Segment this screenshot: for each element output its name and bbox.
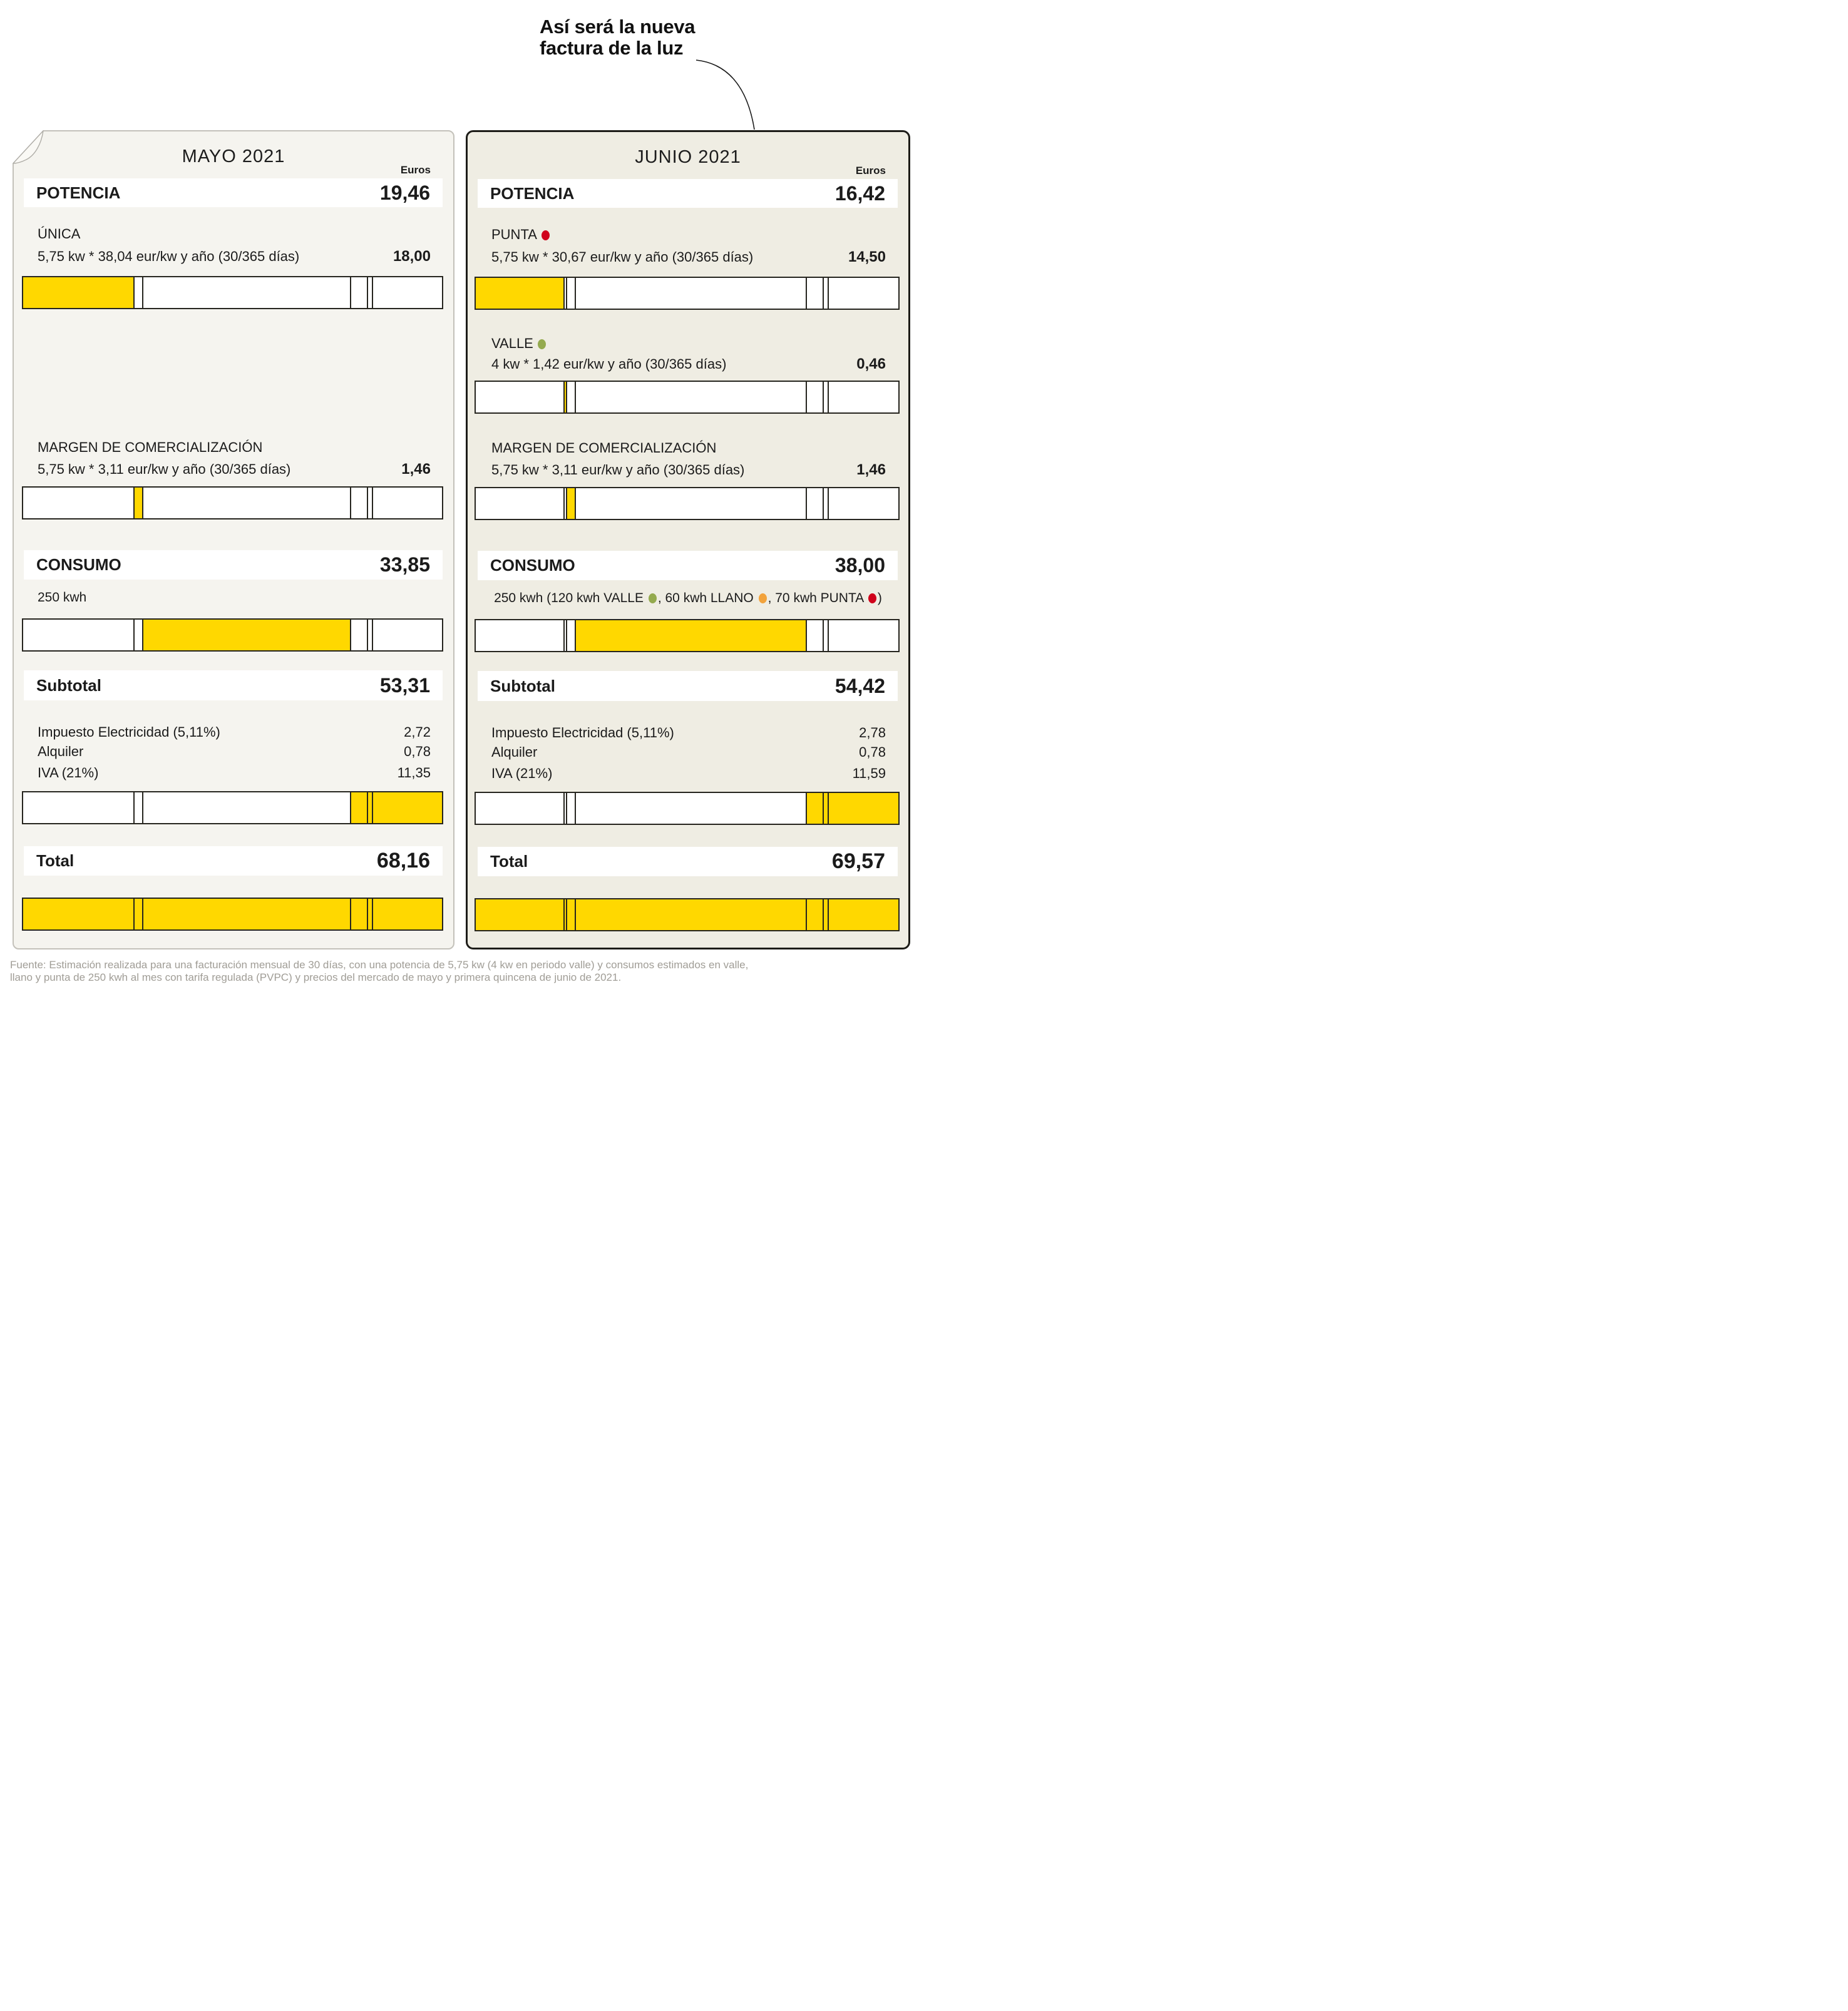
potencia-value: 16,42 (834, 182, 885, 205)
potencia-value: 19,46 (379, 181, 430, 204)
total-value: 68,16 (376, 849, 430, 872)
valle-value: 0,46 (856, 356, 886, 372)
llano-dot-icon (759, 593, 767, 603)
margen-value: 1,46 (856, 461, 886, 478)
punta-value: 14,50 (848, 248, 886, 265)
consumo-detail: 250 kwh (120 kwh VALLE , 60 kwh LLANO , 70 kwh PUNTA ) (494, 591, 882, 605)
total-bar (475, 898, 900, 931)
subtotal-value: 53,31 (379, 673, 430, 697)
unica-formula: 5,75 kw * 38,04 eur/kw y año (30/365 días) (38, 248, 300, 264)
consumo-row (478, 551, 898, 580)
panel-junio (466, 130, 910, 949)
consumo-value: 33,85 (379, 553, 430, 576)
tax-row (491, 725, 886, 741)
tax-row (38, 744, 431, 760)
consumo-bar (475, 619, 900, 652)
tax-value: 11,35 (397, 765, 431, 780)
margen-bar (475, 487, 900, 520)
total-row (478, 847, 898, 876)
tax-label: Alquiler (38, 744, 84, 759)
taxes-bar (22, 791, 443, 824)
tax-label: Impuesto Electricidad (5,11%) (491, 725, 674, 740)
tax-value: 2,78 (859, 725, 886, 740)
consumo-label: CONSUMO (36, 555, 121, 574)
tax-label: Alquiler (491, 744, 538, 760)
euros-label: Euros (400, 164, 431, 176)
consumo-detail: 250 kwh (38, 590, 87, 605)
source-note (10, 959, 905, 984)
tax-value: 2,72 (404, 724, 431, 740)
page-title-line2: factura de la luz (540, 37, 684, 59)
margen-formula: 5,75 kw * 3,11 eur/kw y año (30/365 días) (38, 461, 291, 477)
potencia-row (478, 179, 898, 208)
panel-mayo (13, 130, 454, 949)
tax-value: 0,78 (859, 744, 886, 760)
punta-dot-icon (542, 230, 550, 240)
tax-row (491, 744, 886, 760)
total-label: Total (36, 851, 74, 870)
valle-label: VALLE (491, 335, 885, 352)
valle-dot-icon (649, 593, 657, 603)
subtotal-row (24, 670, 443, 700)
tax-row (38, 724, 431, 740)
margen-formula-row (38, 461, 431, 478)
unica-value: 18,00 (393, 248, 431, 265)
euros-label: Euros (855, 165, 886, 177)
margen-label: MARGEN DE COMERCIALIZACIÓN (491, 440, 717, 456)
potencia-row (24, 178, 443, 207)
page-title (540, 16, 695, 59)
punta-formula-row (491, 248, 886, 266)
tax-row (491, 765, 886, 782)
valle-formula-row (491, 356, 886, 373)
margen-formula: 5,75 kw * 3,11 eur/kw y año (30/365 días) (491, 462, 745, 478)
consumo-label: CONSUMO (490, 556, 575, 575)
potencia-label: POTENCIA (36, 183, 121, 202)
consumo-bar (22, 618, 443, 652)
tax-value: 0,78 (404, 744, 431, 759)
total-row (24, 846, 443, 876)
valle-dot-icon (538, 339, 546, 349)
punta-label: PUNTA (491, 227, 885, 243)
total-value: 69,57 (831, 849, 885, 873)
consumo-value: 38,00 (834, 554, 885, 576)
tax-value: 11,59 (852, 765, 886, 781)
unica-bar (22, 276, 443, 309)
subtotal-row (478, 671, 898, 701)
margen-formula-row (491, 461, 886, 479)
source-note-line2: llano y punta de 250 kwh al mes con tarifa regulada (PVPC) y precios del mercado de mayo y primera quincena de junio de 2021. (10, 971, 622, 983)
tax-label: IVA (21%) (491, 765, 553, 781)
subtotal-label: Subtotal (36, 675, 101, 695)
punta-bar (475, 277, 900, 310)
tax-label: Impuesto Electricidad (5,11%) (38, 724, 220, 740)
margen-label: MARGEN DE COMERCIALIZACIÓN (38, 439, 263, 455)
month-header: JUNIO 2021 (635, 147, 741, 167)
margen-bar (22, 486, 443, 519)
month-header: MAYO 2021 (182, 146, 285, 166)
unica-label: ÚNICA (38, 226, 81, 242)
unica-formula-row (38, 248, 431, 265)
taxes-bar (475, 792, 900, 825)
margen-value: 1,46 (401, 461, 431, 478)
page-title-line1: Así será la nueva (540, 16, 696, 38)
total-bar (22, 898, 443, 931)
tax-label: IVA (21%) (38, 765, 99, 780)
valle-bar (475, 381, 900, 414)
total-label: Total (490, 852, 528, 871)
consumo-row (24, 550, 443, 580)
subtotal-label: Subtotal (490, 676, 555, 695)
potencia-label: POTENCIA (490, 183, 575, 203)
source-note-line1: Fuente: Estimación realizada para una facturación mensual de 30 días, con una potencia de 5,75 kw (4 kw en periodo valle) y consumos estimados en valle, (10, 959, 749, 971)
punta-dot-icon (868, 593, 876, 603)
valle-formula: 4 kw * 1,42 eur/kw y año (30/365 días) (491, 356, 727, 372)
punta-formula: 5,75 kw * 30,67 eur/kw y año (30/365 días) (491, 249, 754, 265)
tax-row (38, 765, 431, 781)
subtotal-value: 54,42 (834, 674, 885, 697)
